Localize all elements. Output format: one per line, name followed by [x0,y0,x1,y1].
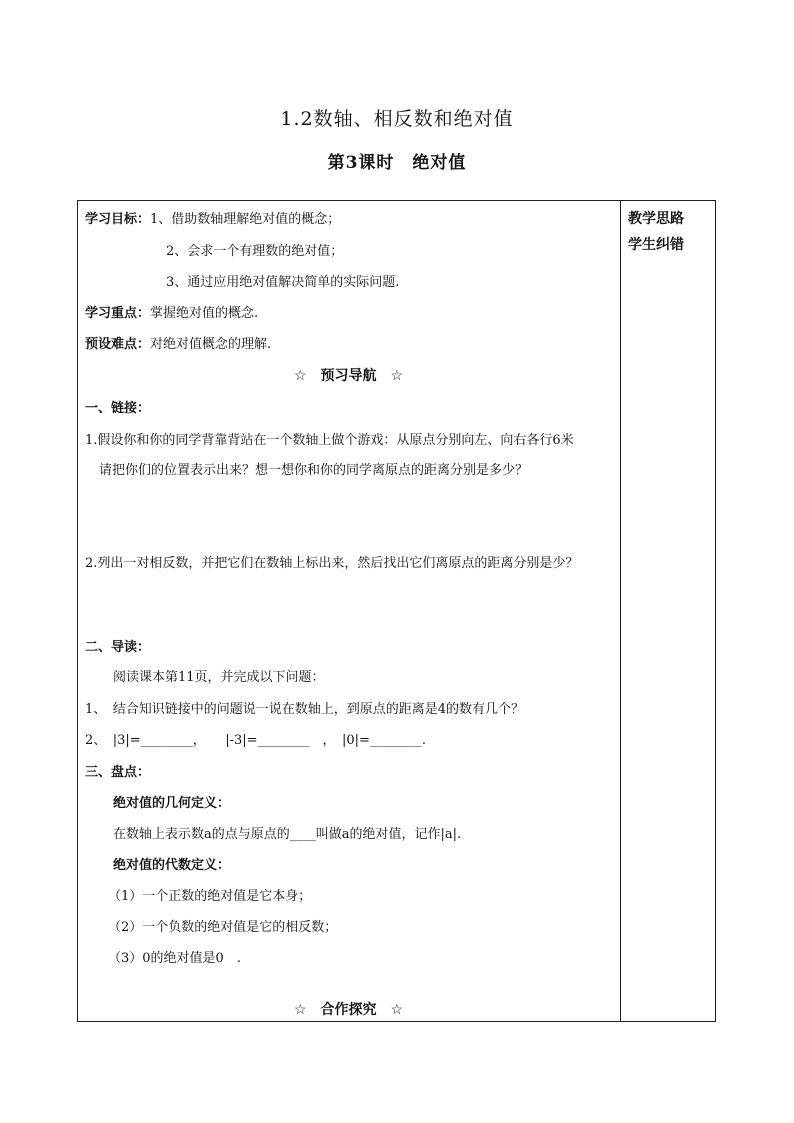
guide-question-1: 1、 结合知识链接中的问题说一说在数轴上，到原点的距离是4的数有几个？ [85,702,525,717]
difficulty-text: 对绝对值概念的理解. [150,337,272,352]
star-icon: ☆ [293,1002,307,1018]
document-title: 1.2数轴、相反数和绝对值 [280,108,514,130]
cooperation-heading-text: 合作探究 [320,1002,377,1018]
cooperation-heading [77,999,620,1019]
objectives-label: 学习目标： [85,212,151,227]
link-question-2: 2.列出一对相反数，并把它们在数轴上标出来，然后找出它们离原点的距离分别是少？ [85,556,579,571]
side-label-correction: 学生纠错 [628,237,684,253]
column-divider [620,200,621,1022]
preview-heading-text: 预习导航 [320,368,377,384]
side-label-teaching: 教学思路 [628,211,684,227]
guide-intro: 阅读课本第11页，并完成以下问题： [113,670,325,685]
difficulty-label: 预设难点： [85,337,151,352]
difficulty-row [85,333,271,352]
key-point-row [85,302,258,321]
link-heading: 一、链接： [85,401,151,416]
star-icon: ☆ [390,368,404,384]
preview-heading [77,365,620,385]
algebraic-rule-2: （2）一个负数的绝对值是它的相反数； [108,920,338,935]
objective-3: 3、通过应用绝对值解决简单的实际问题. [166,275,400,290]
algebraic-rule-1: （1）一个正数的绝对值是它本身； [108,889,312,904]
summary-heading: 三、盘点： [85,765,151,780]
objectives-row [85,208,340,227]
lesson-subtitle: 第3课时 绝对值 [327,153,467,173]
key-point-label: 学习重点： [85,306,151,321]
geometric-definition-title: 绝对值的几何定义： [113,796,231,811]
objective-2: 2、会求一个有理数的绝对值； [166,244,344,259]
algebraic-rule-3: （3）0的绝对值是0 . [108,951,241,966]
link-question-1-line-2: 请把你们的位置表示出来？想一想你和你的同学离原点的距离分别是多少？ [99,463,529,478]
geometric-definition-text: 在数轴上表示数a的点与原点的____叫做a的绝对值，记作|a|. [113,827,462,842]
key-point-text: 掌握绝对值的概念. [150,306,259,321]
guide-heading: 二、导读： [85,640,151,655]
link-question-1-line-1: 1.假设你和你的同学背靠背站在一个数轴上做个游戏：从原点分别向左、向右各行6米 [85,433,574,448]
star-icon: ☆ [390,1002,404,1018]
guide-question-2: 2、 |3|=________， |-3|=________ ， |0|=________. [85,733,427,748]
objective-1: 1、借助数轴理解绝对值的概念； [150,212,341,227]
algebraic-definition-title: 绝对值的代数定义： [113,858,231,873]
star-icon: ☆ [293,368,307,384]
